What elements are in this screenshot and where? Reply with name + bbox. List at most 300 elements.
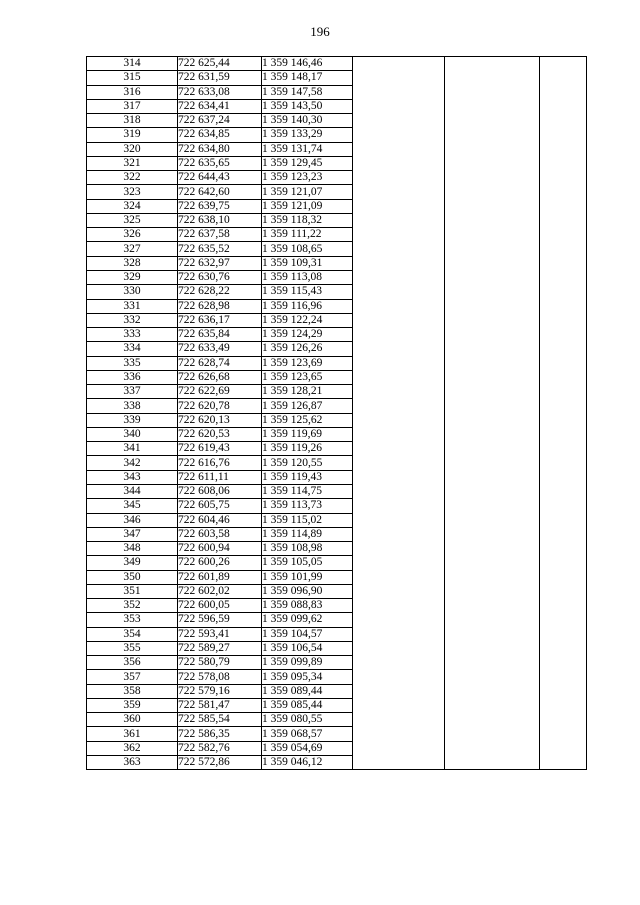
y-coordinate-cell: 1 359 114,89 (262, 527, 353, 541)
empty-cell (353, 228, 445, 242)
y-coordinate-cell: 1 359 126,26 (262, 342, 353, 356)
point-number-cell: 357 (87, 670, 178, 684)
empty-cell (540, 399, 587, 413)
empty-cell (353, 427, 445, 441)
empty-cell (540, 584, 587, 598)
empty-cell (445, 684, 540, 698)
empty-cell (540, 128, 587, 142)
empty-cell (540, 756, 587, 770)
y-coordinate-cell: 1 359 095,34 (262, 670, 353, 684)
empty-cell (540, 199, 587, 213)
x-coordinate-cell: 722 578,08 (178, 670, 262, 684)
x-coordinate-cell: 722 634,41 (178, 99, 262, 113)
empty-cell (445, 342, 540, 356)
x-coordinate-cell: 722 635,84 (178, 328, 262, 342)
empty-cell (540, 499, 587, 513)
y-coordinate-cell: 1 359 080,55 (262, 713, 353, 727)
table-row (87, 71, 587, 85)
y-coordinate-cell: 1 359 046,12 (262, 756, 353, 770)
empty-cell (353, 213, 445, 227)
empty-cell (445, 285, 540, 299)
y-coordinate-cell: 1 359 115,43 (262, 285, 353, 299)
x-coordinate-cell: 722 628,98 (178, 299, 262, 313)
y-coordinate-cell: 1 359 096,90 (262, 584, 353, 598)
point-number-cell: 346 (87, 513, 178, 527)
table-row (87, 313, 587, 327)
x-coordinate-cell: 722 600,26 (178, 556, 262, 570)
empty-cell (540, 713, 587, 727)
point-number-cell: 334 (87, 342, 178, 356)
empty-cell (353, 470, 445, 484)
table-row (87, 499, 587, 513)
y-coordinate-cell: 1 359 128,21 (262, 385, 353, 399)
x-coordinate-cell: 722 637,24 (178, 114, 262, 128)
table-row (87, 114, 587, 128)
empty-cell (540, 99, 587, 113)
x-coordinate-cell: 722 633,49 (178, 342, 262, 356)
empty-cell (540, 484, 587, 498)
y-coordinate-cell: 1 359 116,96 (262, 299, 353, 313)
empty-cell (353, 599, 445, 613)
y-coordinate-cell: 1 359 113,73 (262, 499, 353, 513)
empty-cell (353, 698, 445, 712)
table-row (87, 627, 587, 641)
table-row (87, 484, 587, 498)
empty-cell (353, 85, 445, 99)
empty-cell (540, 256, 587, 270)
x-coordinate-cell: 722 626,68 (178, 370, 262, 384)
point-number-cell: 355 (87, 641, 178, 655)
y-coordinate-cell: 1 359 109,31 (262, 256, 353, 270)
empty-cell (445, 57, 540, 71)
empty-cell (353, 613, 445, 627)
x-coordinate-cell: 722 630,76 (178, 270, 262, 284)
table-row (87, 641, 587, 655)
x-coordinate-cell: 722 611,11 (178, 470, 262, 484)
empty-cell (353, 584, 445, 598)
x-coordinate-cell: 722 628,74 (178, 356, 262, 370)
table-row (87, 741, 587, 755)
empty-cell (445, 756, 540, 770)
table-row (87, 242, 587, 256)
x-coordinate-cell: 722 582,76 (178, 741, 262, 755)
empty-cell (353, 484, 445, 498)
x-coordinate-cell: 722 620,78 (178, 399, 262, 413)
empty-cell (540, 556, 587, 570)
point-number-cell: 324 (87, 199, 178, 213)
point-number-cell: 314 (87, 57, 178, 71)
table-row (87, 285, 587, 299)
y-coordinate-cell: 1 359 143,50 (262, 99, 353, 113)
x-coordinate-cell: 722 637,58 (178, 228, 262, 242)
point-number-cell: 332 (87, 313, 178, 327)
empty-cell (353, 542, 445, 556)
point-number-cell: 356 (87, 656, 178, 670)
x-coordinate-cell: 722 581,47 (178, 698, 262, 712)
x-coordinate-cell: 722 619,43 (178, 442, 262, 456)
empty-cell (353, 442, 445, 456)
x-coordinate-cell: 722 633,08 (178, 85, 262, 99)
point-number-cell: 347 (87, 527, 178, 541)
y-coordinate-cell: 1 359 099,62 (262, 613, 353, 627)
empty-cell (540, 57, 587, 71)
empty-cell (353, 114, 445, 128)
y-coordinate-cell: 1 359 115,02 (262, 513, 353, 527)
table-row (87, 256, 587, 270)
empty-cell (353, 370, 445, 384)
empty-cell (445, 99, 540, 113)
table-row (87, 698, 587, 712)
y-coordinate-cell: 1 359 089,44 (262, 684, 353, 698)
coordinates-table (86, 56, 587, 770)
table-row (87, 328, 587, 342)
table-row (87, 570, 587, 584)
empty-cell (445, 228, 540, 242)
table-row (87, 470, 587, 484)
x-coordinate-cell: 722 635,52 (178, 242, 262, 256)
y-coordinate-cell: 1 359 118,32 (262, 213, 353, 227)
page-number: 196 (310, 24, 330, 39)
empty-cell (445, 556, 540, 570)
y-coordinate-cell: 1 359 146,46 (262, 57, 353, 71)
empty-cell (540, 613, 587, 627)
table-row (87, 99, 587, 113)
table-row (87, 656, 587, 670)
point-number-cell: 316 (87, 85, 178, 99)
point-number-cell: 315 (87, 71, 178, 85)
point-number-cell: 323 (87, 185, 178, 199)
empty-cell (353, 199, 445, 213)
y-coordinate-cell: 1 359 122,24 (262, 313, 353, 327)
empty-cell (445, 328, 540, 342)
empty-cell (540, 656, 587, 670)
empty-cell (353, 413, 445, 427)
empty-cell (445, 71, 540, 85)
table-row (87, 527, 587, 541)
x-coordinate-cell: 722 644,43 (178, 171, 262, 185)
x-coordinate-cell: 722 625,44 (178, 57, 262, 71)
point-number-cell: 318 (87, 114, 178, 128)
empty-cell (445, 670, 540, 684)
empty-cell (445, 114, 540, 128)
empty-cell (353, 670, 445, 684)
empty-cell (353, 270, 445, 284)
empty-cell (353, 556, 445, 570)
y-coordinate-cell: 1 359 108,98 (262, 542, 353, 556)
empty-cell (353, 128, 445, 142)
empty-cell (540, 741, 587, 755)
empty-cell (353, 142, 445, 156)
x-coordinate-cell: 722 620,13 (178, 413, 262, 427)
empty-cell (353, 342, 445, 356)
empty-cell (540, 627, 587, 641)
y-coordinate-cell: 1 359 124,29 (262, 328, 353, 342)
empty-cell (540, 527, 587, 541)
x-coordinate-cell: 722 636,17 (178, 313, 262, 327)
x-coordinate-cell: 722 631,59 (178, 71, 262, 85)
empty-cell (540, 698, 587, 712)
point-number-cell: 362 (87, 741, 178, 755)
empty-cell (540, 171, 587, 185)
table-row (87, 684, 587, 698)
empty-cell (445, 85, 540, 99)
empty-cell (540, 228, 587, 242)
empty-cell (540, 427, 587, 441)
point-number-cell: 342 (87, 456, 178, 470)
point-number-cell: 333 (87, 328, 178, 342)
empty-cell (540, 670, 587, 684)
table-row (87, 213, 587, 227)
y-coordinate-cell: 1 359 111,22 (262, 228, 353, 242)
table-row (87, 199, 587, 213)
table-row (87, 456, 587, 470)
table-row (87, 542, 587, 556)
point-number-cell: 327 (87, 242, 178, 256)
empty-cell (445, 399, 540, 413)
empty-cell (540, 85, 587, 99)
y-coordinate-cell: 1 359 104,57 (262, 627, 353, 641)
empty-cell (445, 185, 540, 199)
y-coordinate-cell: 1 359 147,58 (262, 85, 353, 99)
y-coordinate-cell: 1 359 088,83 (262, 599, 353, 613)
empty-cell (540, 684, 587, 698)
empty-cell (353, 656, 445, 670)
empty-cell (445, 627, 540, 641)
point-number-cell: 341 (87, 442, 178, 456)
empty-cell (353, 684, 445, 698)
point-number-cell: 340 (87, 427, 178, 441)
empty-cell (445, 570, 540, 584)
empty-cell (445, 613, 540, 627)
point-number-cell: 345 (87, 499, 178, 513)
empty-cell (353, 399, 445, 413)
empty-cell (540, 313, 587, 327)
table-row (87, 370, 587, 384)
empty-cell (353, 727, 445, 741)
x-coordinate-cell: 722 596,59 (178, 613, 262, 627)
empty-cell (353, 57, 445, 71)
point-number-cell: 325 (87, 213, 178, 227)
x-coordinate-cell: 722 616,76 (178, 456, 262, 470)
point-number-cell: 349 (87, 556, 178, 570)
y-coordinate-cell: 1 359 133,29 (262, 128, 353, 142)
empty-cell (353, 328, 445, 342)
point-number-cell: 331 (87, 299, 178, 313)
empty-cell (445, 698, 540, 712)
empty-cell (540, 456, 587, 470)
empty-cell (540, 328, 587, 342)
empty-cell (353, 71, 445, 85)
table-row (87, 713, 587, 727)
point-number-cell: 321 (87, 156, 178, 170)
empty-cell (353, 499, 445, 513)
y-coordinate-cell: 1 359 123,23 (262, 171, 353, 185)
empty-cell (353, 156, 445, 170)
table-row (87, 142, 587, 156)
empty-cell (445, 156, 540, 170)
y-coordinate-cell: 1 359 125,62 (262, 413, 353, 427)
point-number-cell: 360 (87, 713, 178, 727)
x-coordinate-cell: 722 601,89 (178, 570, 262, 584)
point-number-cell: 317 (87, 99, 178, 113)
empty-cell (445, 599, 540, 613)
table-row (87, 128, 587, 142)
y-coordinate-cell: 1 359 099,89 (262, 656, 353, 670)
empty-cell (353, 99, 445, 113)
table-row (87, 427, 587, 441)
x-coordinate-cell: 722 603,58 (178, 527, 262, 541)
empty-cell (445, 142, 540, 156)
y-coordinate-cell: 1 359 140,30 (262, 114, 353, 128)
x-coordinate-cell: 722 608,06 (178, 484, 262, 498)
table-row (87, 299, 587, 313)
point-number-cell: 353 (87, 613, 178, 627)
empty-cell (540, 470, 587, 484)
empty-cell (445, 527, 540, 541)
empty-cell (540, 285, 587, 299)
x-coordinate-cell: 722 634,85 (178, 128, 262, 142)
empty-cell (353, 627, 445, 641)
table-row (87, 185, 587, 199)
empty-cell (353, 171, 445, 185)
y-coordinate-cell: 1 359 106,54 (262, 641, 353, 655)
point-number-cell: 326 (87, 228, 178, 242)
empty-cell (540, 542, 587, 556)
empty-cell (445, 385, 540, 399)
y-coordinate-cell: 1 359 054,69 (262, 741, 353, 755)
empty-cell (445, 727, 540, 741)
empty-cell (445, 484, 540, 498)
point-number-cell: 338 (87, 399, 178, 413)
y-coordinate-cell: 1 359 121,09 (262, 199, 353, 213)
empty-cell (540, 242, 587, 256)
empty-cell (540, 142, 587, 156)
table-row (87, 670, 587, 684)
empty-cell (445, 713, 540, 727)
y-coordinate-cell: 1 359 119,69 (262, 427, 353, 441)
table-row (87, 228, 587, 242)
empty-cell (540, 213, 587, 227)
empty-cell (445, 242, 540, 256)
empty-cell (353, 285, 445, 299)
empty-cell (540, 513, 587, 527)
point-number-cell: 354 (87, 627, 178, 641)
y-coordinate-cell: 1 359 126,87 (262, 399, 353, 413)
table-row (87, 584, 587, 598)
x-coordinate-cell: 722 572,86 (178, 756, 262, 770)
empty-cell (540, 270, 587, 284)
y-coordinate-cell: 1 359 123,65 (262, 370, 353, 384)
y-coordinate-cell: 1 359 120,55 (262, 456, 353, 470)
point-number-cell: 348 (87, 542, 178, 556)
empty-cell (353, 641, 445, 655)
y-coordinate-cell: 1 359 131,74 (262, 142, 353, 156)
point-number-cell: 328 (87, 256, 178, 270)
table-row (87, 756, 587, 770)
point-number-cell: 343 (87, 470, 178, 484)
y-coordinate-cell: 1 359 123,69 (262, 356, 353, 370)
table-row (87, 171, 587, 185)
x-coordinate-cell: 722 642,60 (178, 185, 262, 199)
empty-cell (445, 584, 540, 598)
point-number-cell: 363 (87, 756, 178, 770)
empty-cell (353, 713, 445, 727)
table-row (87, 399, 587, 413)
table-row (87, 356, 587, 370)
table-row (87, 57, 587, 71)
empty-cell (445, 270, 540, 284)
empty-cell (445, 171, 540, 185)
y-coordinate-cell: 1 359 119,43 (262, 470, 353, 484)
empty-cell (445, 313, 540, 327)
empty-cell (540, 727, 587, 741)
x-coordinate-cell: 722 580,79 (178, 656, 262, 670)
empty-cell (353, 256, 445, 270)
empty-cell (445, 456, 540, 470)
point-number-cell: 339 (87, 413, 178, 427)
point-number-cell: 329 (87, 270, 178, 284)
table-row (87, 727, 587, 741)
point-number-cell: 335 (87, 356, 178, 370)
empty-cell (445, 641, 540, 655)
empty-cell (353, 527, 445, 541)
empty-cell (445, 427, 540, 441)
x-coordinate-cell: 722 602,02 (178, 584, 262, 598)
empty-cell (353, 513, 445, 527)
table-row (87, 270, 587, 284)
empty-cell (353, 456, 445, 470)
table-row (87, 85, 587, 99)
x-coordinate-cell: 722 593,41 (178, 627, 262, 641)
x-coordinate-cell: 722 605,75 (178, 499, 262, 513)
empty-cell (540, 641, 587, 655)
point-number-cell: 319 (87, 128, 178, 142)
empty-cell (445, 413, 540, 427)
y-coordinate-cell: 1 359 068,57 (262, 727, 353, 741)
point-number-cell: 330 (87, 285, 178, 299)
empty-cell (540, 370, 587, 384)
x-coordinate-cell: 722 632,97 (178, 256, 262, 270)
point-number-cell: 350 (87, 570, 178, 584)
table-row (87, 556, 587, 570)
empty-cell (353, 356, 445, 370)
coordinates-table-body (87, 57, 587, 770)
empty-cell (445, 299, 540, 313)
empty-cell (445, 470, 540, 484)
x-coordinate-cell: 722 585,54 (178, 713, 262, 727)
table-row (87, 156, 587, 170)
y-coordinate-cell: 1 359 108,65 (262, 242, 353, 256)
x-coordinate-cell: 722 628,22 (178, 285, 262, 299)
empty-cell (445, 513, 540, 527)
y-coordinate-cell: 1 359 114,75 (262, 484, 353, 498)
empty-cell (445, 256, 540, 270)
empty-cell (540, 299, 587, 313)
point-number-cell: 359 (87, 698, 178, 712)
empty-cell (445, 741, 540, 755)
empty-cell (540, 356, 587, 370)
point-number-cell: 352 (87, 599, 178, 613)
y-coordinate-cell: 1 359 119,26 (262, 442, 353, 456)
x-coordinate-cell: 722 622,69 (178, 385, 262, 399)
x-coordinate-cell: 722 579,16 (178, 684, 262, 698)
empty-cell (540, 156, 587, 170)
y-coordinate-cell: 1 359 129,45 (262, 156, 353, 170)
point-number-cell: 344 (87, 484, 178, 498)
x-coordinate-cell: 722 586,35 (178, 727, 262, 741)
x-coordinate-cell: 722 604,46 (178, 513, 262, 527)
empty-cell (353, 242, 445, 256)
